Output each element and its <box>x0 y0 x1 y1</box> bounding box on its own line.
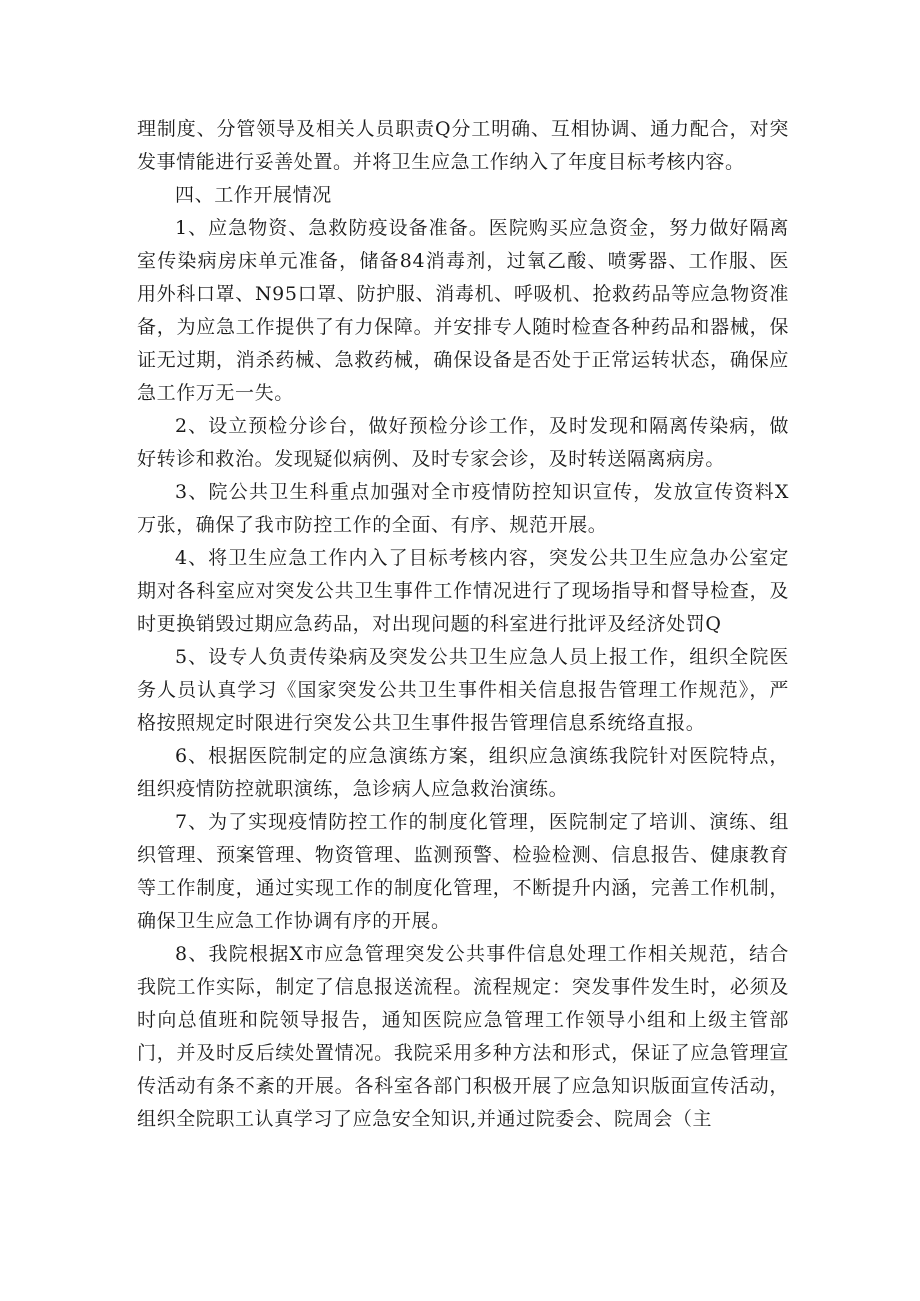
paragraph-item-7: 7、为了实现疫情防控工作的制度化管理，医院制定了培训、演练、组织管理、预案管理、物资管理、监测预警、检验检测、信息报告、健康教育等工作制度，通过实现工作的制度化管理，不断提升内涵，完善工作机制，确保卫生应急工作协调有序的开展。 <box>137 811 789 932</box>
paragraph-item-5: 5、设专人负责传染病及突发公共卫生应急人员上报工作，组织全院医务人员认真学习《国家突发公共卫生事件相关信息报告管理工作规范》，严格按照规定时限进行突发公共卫生事件报告管理信息系统络直报。 <box>137 646 789 734</box>
paragraph-item-4: 4、将卫生应急工作内入了目标考核内容，突发公共卫生应急办公室定期对各科室应对突发公共卫生事件工作情况进行了现场指导和督导检查，及时更换销毁过期应急药品，对出现问题的科室进行批评及经济处罚Q <box>137 547 789 635</box>
document-body <box>137 113 789 1136</box>
paragraph-item-8: 8、我院根据X市应急管理突发公共事件信息处理工作相关规范，结合我院工作实际，制定了信息报送流程。流程规定：突发事件发生时，必须及时向总值班和院领导报告，通知医院应急管理工作领导小组和上级主管部门，并及时反后续处置情况。我院采用多种方法和形式，保证了应急管理宣传活动有条不紊的开展。各科室各部门积极开展了应急知识版面宣传活动，组织全院职工认真学习了应急安全知识,并通过院委会、院周会（主 <box>137 943 789 1130</box>
paragraph-item-3: 3、院公共卫生科重点加强对全市疫情防控知识宣传，发放宣传资料X万张，确保了我市防控工作的全面、有序、规范开展。 <box>137 481 789 536</box>
paragraph-item-6: 6、根据医院制定的应急演练方案，组织应急演练我院针对医院特点，组织疫情防控就职演练，急诊病人应急救治演练。 <box>137 745 789 800</box>
section-heading: 四、工作开展情况 <box>175 184 332 206</box>
paragraph-item-1: 1、应急物资、急救防疫设备准备。医院购买应急资金，努力做好隔离室传染病房床单元准备，储备84消毒剂，过氧乙酸、喷雾器、工作服、医用外科口罩、N95口罩、防护服、消毒机、呼吸机、抢救药品等应急物资准备，为应急工作提供了有力保障。并安排专人随时检查各种药品和器械，保证无过期，消杀药械、急救药械，确保设备是否处于正常运转状态，确保应急工作万无一失。 <box>137 217 789 404</box>
paragraph-continuation: 理制度、分管领导及相关人员职责Q分工明确、互相协调、通力配合，对突发事情能进行妥善处置。并将卫生应急工作纳入了年度目标考核内容。 <box>137 118 789 173</box>
paragraph-item-2: 2、设立预检分诊台，做好预检分诊工作，及时发现和隔离传染病，做好转诊和救治。发现疑似病例、及时专家会诊，及时转送隔离病房。 <box>137 415 789 470</box>
